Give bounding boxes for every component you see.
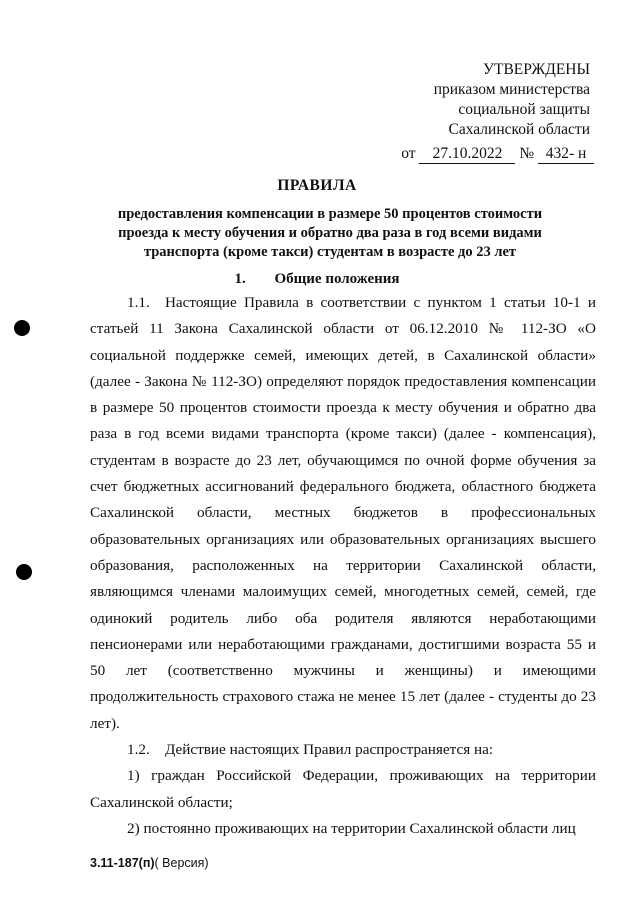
order-reference: [401, 145, 594, 164]
order-from-label: от: [401, 145, 416, 162]
section-heading: [0, 271, 634, 288]
order-number-label: №: [519, 145, 535, 162]
approval-stamp: [434, 60, 590, 140]
footer-code: 3.11-187(п): [90, 856, 155, 870]
document-title: ПРАВИЛА: [277, 177, 357, 194]
paragraph-item-1: 1) граждан Российской Федерации, проживающих на территории Сахалинской области;: [90, 767, 596, 811]
paragraph-1-2: 1.2. Действие настоящих Правил распространяется на:: [127, 741, 494, 759]
document-body: [90, 290, 596, 842]
approval-line-3: социальной защиты: [458, 101, 590, 118]
paragraph-item-2: 2) постоянно проживающих на территории Сахалинской области лиц: [127, 819, 576, 837]
punch-hole-mark: [14, 320, 30, 336]
document-subtitle: предоставления компенсации в размере 50 процентов стоимости проезда к месту обучения и обратно два раза в год всеми видами транспорта (кроме такси) студентам в возрасте до 23 лет: [117, 206, 543, 260]
section-number: 1.: [234, 271, 246, 287]
footer-version: ( Версия): [154, 856, 209, 870]
section-title: Общие положения: [274, 271, 400, 287]
order-number: 432- н: [538, 145, 594, 164]
order-date: 27.10.2022: [419, 145, 515, 164]
paragraph-1-1: 1.1. Настоящие Правила в соответствии с пунктом 1 статьи 10-1 и статьей 11 Закона Сахалинской области от 06.12.2010 № 112-ЗО «О социальной поддержке семей, имеющих детей, в Сахалинской области» (далее - Закона № 112-ЗО) определяют порядок предоставления компенсации в размере 50 процентов стоимости проезда к месту обучения и обратно два раза в год всеми видами транспорта (кроме такси) (далее - компенсация), студентам в возрасте до 23 лет, обучающимся по очной форме обучения за счет бюджетных ассигнований федерального бюджета, областного бюджета Сахалинской области, местных бюджетов в профессиональных образовательных организациях или образовательных организациях высшего образования, расположенных на территории Сахалинской области, являющимся членами малоимущих семей, многодетных семей, семей, где одинокий родитель либо оба родителя являются неработающими пенсионерами или неработающими гражданами, достигшими возраста 55 и 50 лет (соответственно мужчины и женщины) и имеющими продолжительность страхового стажа не менее 15 лет (далее - студенты до 23 лет).: [90, 294, 596, 732]
approval-line-4: Сахалинской области: [448, 121, 590, 138]
punch-hole-mark: [16, 564, 32, 580]
approval-line-1: УТВЕРЖДЕНЫ: [483, 61, 590, 78]
approval-line-2: приказом министерства: [433, 81, 590, 98]
document-footer: [90, 856, 209, 870]
